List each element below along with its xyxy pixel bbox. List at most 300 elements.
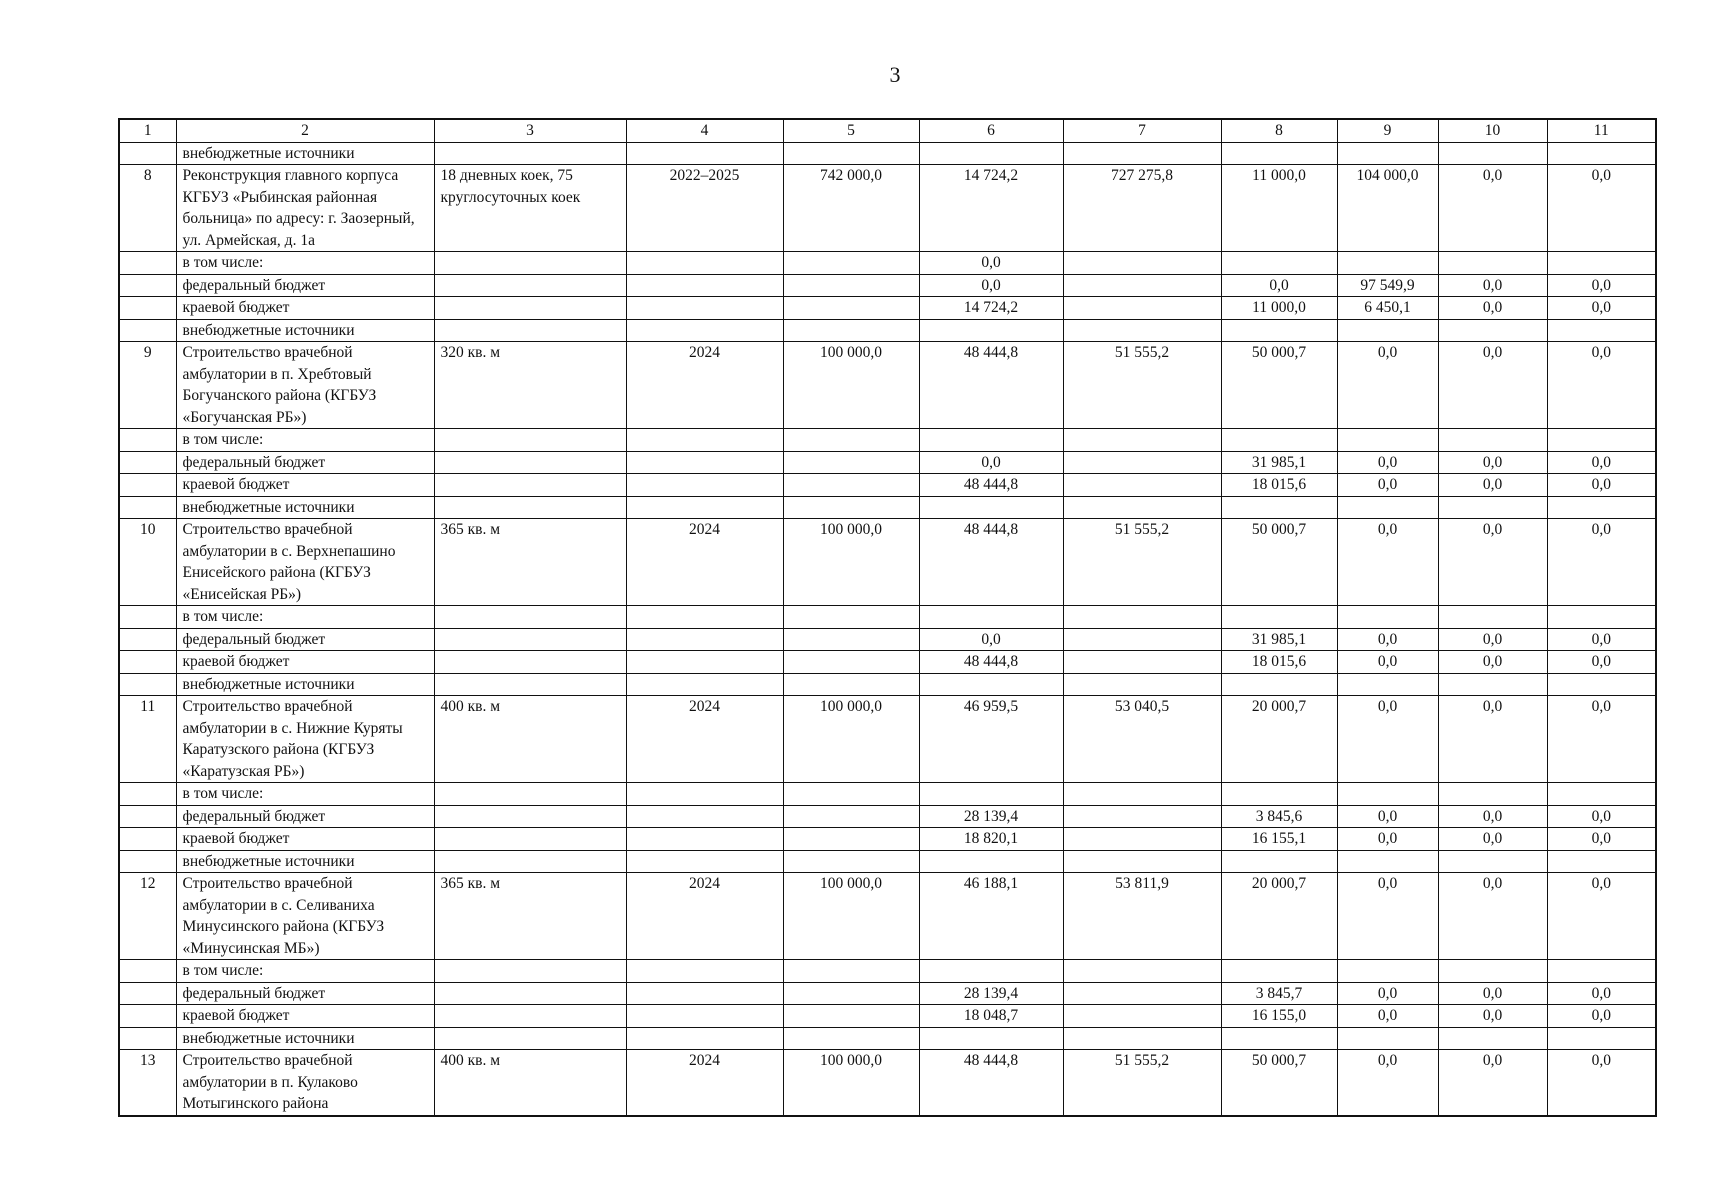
column-number-row [119, 119, 1656, 142]
table-cell-col-6: 48 444,8 [919, 474, 1063, 497]
table-cell-col-4 [626, 1005, 783, 1028]
table-cell-col-4 [626, 628, 783, 651]
table-cell-col-2: Реконструкция главного корпуса КГБУЗ «Рыбинская районная больница» по адресу: г. Заозерный, ул. Армейская, д. 1а [176, 165, 434, 252]
table-cell-col-3 [434, 496, 626, 519]
table-cell-col-4 [626, 142, 783, 165]
table-cell-col-3 [434, 474, 626, 497]
funding-source-row [119, 274, 1656, 297]
table-cell-col-3 [434, 451, 626, 474]
table-cell-col-1 [119, 850, 176, 873]
table-cell-col-5 [783, 628, 919, 651]
table-cell-col-2: краевой бюджет [176, 474, 434, 497]
table-cell-col-11 [1547, 673, 1656, 696]
table-cell-col-1 [119, 252, 176, 275]
table-cell-col-7 [1063, 496, 1221, 519]
funding-source-row [119, 606, 1656, 629]
table-cell-col-10: 0,0 [1438, 165, 1547, 252]
column-number-cell: 5 [783, 119, 919, 142]
table-cell-col-9 [1337, 783, 1438, 806]
table-cell-col-7 [1063, 142, 1221, 165]
table-cell-col-3 [434, 651, 626, 674]
table-cell-col-11 [1547, 142, 1656, 165]
table-cell-col-11: 0,0 [1547, 828, 1656, 851]
table-cell-col-5: 100 000,0 [783, 1050, 919, 1116]
table-cell-col-8: 18 015,6 [1221, 474, 1337, 497]
table-cell-col-5 [783, 805, 919, 828]
table-cell-col-3: 365 кв. м [434, 873, 626, 960]
column-number-cell: 10 [1438, 119, 1547, 142]
table-cell-col-9 [1337, 673, 1438, 696]
table-cell-col-7 [1063, 474, 1221, 497]
table-cell-col-4 [626, 1027, 783, 1050]
table-cell-col-8 [1221, 960, 1337, 983]
table-cell-col-1 [119, 1005, 176, 1028]
table-cell-col-10 [1438, 142, 1547, 165]
table-cell-col-10: 0,0 [1438, 828, 1547, 851]
table-cell-col-6 [919, 960, 1063, 983]
table-cell-col-9 [1337, 429, 1438, 452]
table-cell-col-9 [1337, 606, 1438, 629]
table-cell-col-10: 0,0 [1438, 982, 1547, 1005]
table-cell-col-2: краевой бюджет [176, 651, 434, 674]
table-cell-col-11 [1547, 960, 1656, 983]
table-cell-col-2: федеральный бюджет [176, 982, 434, 1005]
table-cell-col-5 [783, 651, 919, 674]
table-cell-col-3: 400 кв. м [434, 696, 626, 783]
table-cell-col-6 [919, 319, 1063, 342]
table-cell-col-4 [626, 982, 783, 1005]
column-number-cell: 8 [1221, 119, 1337, 142]
project-row [119, 519, 1656, 606]
table-cell-col-4 [626, 496, 783, 519]
table-cell-col-1: 13 [119, 1050, 176, 1116]
table-cell-col-8 [1221, 142, 1337, 165]
table-cell-col-10 [1438, 606, 1547, 629]
table-cell-col-9: 0,0 [1337, 982, 1438, 1005]
page-number: 3 [889, 62, 901, 87]
table-cell-col-7 [1063, 805, 1221, 828]
table-cell-col-6: 48 444,8 [919, 651, 1063, 674]
table-cell-col-8: 16 155,1 [1221, 828, 1337, 851]
table-cell-col-8 [1221, 252, 1337, 275]
table-cell-col-11: 0,0 [1547, 873, 1656, 960]
table-cell-col-9: 0,0 [1337, 474, 1438, 497]
table-cell-col-8 [1221, 673, 1337, 696]
funding-source-row [119, 805, 1656, 828]
table-cell-col-4 [626, 783, 783, 806]
table-cell-col-4 [626, 252, 783, 275]
table-cell-col-7 [1063, 828, 1221, 851]
table-cell-col-10: 0,0 [1438, 651, 1547, 674]
table-cell-col-10 [1438, 319, 1547, 342]
table-cell-col-8: 31 985,1 [1221, 628, 1337, 651]
table-cell-col-2: Строительство врачебной амбулатории в п. Кулаково Мотыгинского района [176, 1050, 434, 1116]
table-cell-col-10: 0,0 [1438, 805, 1547, 828]
funding-source-row [119, 783, 1656, 806]
table-cell-col-2: краевой бюджет [176, 1005, 434, 1028]
table-cell-col-4 [626, 960, 783, 983]
table-cell-col-10: 0,0 [1438, 628, 1547, 651]
table-cell-col-5: 100 000,0 [783, 342, 919, 429]
table-cell-col-3 [434, 252, 626, 275]
table-cell-col-10 [1438, 429, 1547, 452]
table-cell-col-10 [1438, 783, 1547, 806]
table-cell-col-3 [434, 805, 626, 828]
table-cell-col-1 [119, 805, 176, 828]
table-cell-col-1 [119, 274, 176, 297]
table-cell-col-7: 727 275,8 [1063, 165, 1221, 252]
table-cell-col-9: 97 549,9 [1337, 274, 1438, 297]
table-cell-col-8: 18 015,6 [1221, 651, 1337, 674]
table-cell-col-11: 0,0 [1547, 651, 1656, 674]
table-cell-col-1 [119, 496, 176, 519]
table-cell-col-11: 0,0 [1547, 297, 1656, 320]
table-cell-col-8: 50 000,7 [1221, 1050, 1337, 1116]
table-cell-col-10: 0,0 [1438, 873, 1547, 960]
table-cell-col-9: 104 000,0 [1337, 165, 1438, 252]
table-cell-col-9: 0,0 [1337, 628, 1438, 651]
table-cell-col-4: 2024 [626, 873, 783, 960]
funding-source-row [119, 651, 1656, 674]
funding-source-row [119, 252, 1656, 275]
table-cell-col-6: 0,0 [919, 451, 1063, 474]
table-cell-col-6 [919, 429, 1063, 452]
table-cell-col-1 [119, 982, 176, 1005]
project-row [119, 342, 1656, 429]
table-cell-col-8 [1221, 496, 1337, 519]
table-cell-col-6 [919, 850, 1063, 873]
table-cell-col-7 [1063, 319, 1221, 342]
table-cell-col-1 [119, 297, 176, 320]
table-cell-col-3 [434, 1005, 626, 1028]
table-cell-col-6 [919, 142, 1063, 165]
table-cell-col-11 [1547, 606, 1656, 629]
table-cell-col-6 [919, 496, 1063, 519]
table-cell-col-6 [919, 1027, 1063, 1050]
table-cell-col-5 [783, 451, 919, 474]
table-cell-col-11: 0,0 [1547, 274, 1656, 297]
table-cell-col-9: 0,0 [1337, 1005, 1438, 1028]
table-cell-col-5 [783, 828, 919, 851]
table-cell-col-7: 51 555,2 [1063, 342, 1221, 429]
table-cell-col-5 [783, 496, 919, 519]
table-cell-col-11: 0,0 [1547, 519, 1656, 606]
table-cell-col-6 [919, 783, 1063, 806]
table-cell-col-1: 12 [119, 873, 176, 960]
table-cell-col-1 [119, 651, 176, 674]
table-cell-col-3 [434, 982, 626, 1005]
table-cell-col-10: 0,0 [1438, 451, 1547, 474]
funding-source-row [119, 429, 1656, 452]
table-cell-col-2: в том числе: [176, 429, 434, 452]
table-cell-col-7 [1063, 960, 1221, 983]
table-cell-col-11: 0,0 [1547, 696, 1656, 783]
table-cell-col-4: 2024 [626, 519, 783, 606]
table-cell-col-5 [783, 960, 919, 983]
table-cell-col-5 [783, 1027, 919, 1050]
table-cell-col-11 [1547, 783, 1656, 806]
table-cell-col-1 [119, 783, 176, 806]
funding-source-row [119, 1005, 1656, 1028]
table-cell-col-8: 11 000,0 [1221, 165, 1337, 252]
table-cell-col-7 [1063, 252, 1221, 275]
column-number-cell: 11 [1547, 119, 1656, 142]
table-cell-col-5 [783, 606, 919, 629]
table-cell-col-7 [1063, 451, 1221, 474]
funding-source-row [119, 828, 1656, 851]
table-cell-col-11: 0,0 [1547, 1050, 1656, 1116]
table-cell-col-11: 0,0 [1547, 474, 1656, 497]
table-cell-col-6 [919, 606, 1063, 629]
table-cell-col-7 [1063, 628, 1221, 651]
table-cell-col-3 [434, 673, 626, 696]
table-cell-col-9: 0,0 [1337, 696, 1438, 783]
table-cell-col-3 [434, 319, 626, 342]
table-cell-col-3 [434, 429, 626, 452]
table-cell-col-9 [1337, 1027, 1438, 1050]
table-cell-col-8 [1221, 1027, 1337, 1050]
table-cell-col-7: 53 811,9 [1063, 873, 1221, 960]
table-cell-col-8: 50 000,7 [1221, 342, 1337, 429]
table-cell-col-6: 18 820,1 [919, 828, 1063, 851]
table-cell-col-6: 46 959,5 [919, 696, 1063, 783]
table-cell-col-2: федеральный бюджет [176, 628, 434, 651]
table-cell-col-2: федеральный бюджет [176, 805, 434, 828]
column-number-cell: 4 [626, 119, 783, 142]
table-cell-col-10: 0,0 [1438, 1050, 1547, 1116]
table-cell-col-3 [434, 142, 626, 165]
table-cell-col-8 [1221, 783, 1337, 806]
table-cell-col-7 [1063, 297, 1221, 320]
table-cell-col-6: 0,0 [919, 628, 1063, 651]
table-cell-col-11: 0,0 [1547, 982, 1656, 1005]
table-cell-col-7 [1063, 850, 1221, 873]
table-cell-col-3 [434, 1027, 626, 1050]
table-cell-col-10 [1438, 252, 1547, 275]
column-number-cell: 1 [119, 119, 176, 142]
table-cell-col-4: 2024 [626, 1050, 783, 1116]
table-cell-col-2: внебюджетные источники [176, 850, 434, 873]
table-cell-col-1: 10 [119, 519, 176, 606]
table-cell-col-1 [119, 319, 176, 342]
table-cell-col-3 [434, 274, 626, 297]
table-cell-col-7 [1063, 274, 1221, 297]
table-cell-col-11: 0,0 [1547, 165, 1656, 252]
table-cell-col-4 [626, 673, 783, 696]
table-cell-col-11 [1547, 252, 1656, 275]
funding-source-row [119, 850, 1656, 873]
table-cell-col-1 [119, 451, 176, 474]
table-cell-col-3: 18 дневных коек, 75 круглосуточных коек [434, 165, 626, 252]
table-cell-col-3: 400 кв. м [434, 1050, 626, 1116]
funding-source-row [119, 1027, 1656, 1050]
table-cell-col-11 [1547, 1027, 1656, 1050]
table-cell-col-8 [1221, 429, 1337, 452]
table-cell-col-9: 0,0 [1337, 651, 1438, 674]
table-cell-col-9: 0,0 [1337, 873, 1438, 960]
table-cell-col-2: внебюджетные источники [176, 142, 434, 165]
table-cell-col-4: 2024 [626, 342, 783, 429]
table-cell-col-11: 0,0 [1547, 805, 1656, 828]
table-cell-col-11 [1547, 429, 1656, 452]
table-cell-col-8: 11 000,0 [1221, 297, 1337, 320]
table-cell-col-5 [783, 1005, 919, 1028]
table-cell-col-6: 48 444,8 [919, 1050, 1063, 1116]
table-cell-col-11: 0,0 [1547, 1005, 1656, 1028]
table-cell-col-3 [434, 297, 626, 320]
table-cell-col-10: 0,0 [1438, 274, 1547, 297]
column-number-cell: 6 [919, 119, 1063, 142]
table-cell-col-8: 50 000,7 [1221, 519, 1337, 606]
table-cell-col-11: 0,0 [1547, 342, 1656, 429]
table-cell-col-6 [919, 673, 1063, 696]
table-cell-col-8 [1221, 606, 1337, 629]
table-cell-col-2: Строительство врачебной амбулатории в п. Хребтовый Богучанского района (КГБУЗ «Богучанская РБ») [176, 342, 434, 429]
table-cell-col-4 [626, 805, 783, 828]
table-cell-col-7: 51 555,2 [1063, 519, 1221, 606]
table-cell-col-9 [1337, 319, 1438, 342]
table-cell-col-8: 31 985,1 [1221, 451, 1337, 474]
table-cell-col-11: 0,0 [1547, 628, 1656, 651]
table-cell-col-1 [119, 142, 176, 165]
table-cell-col-9 [1337, 850, 1438, 873]
table-cell-col-1 [119, 960, 176, 983]
table-cell-col-4 [626, 451, 783, 474]
table-cell-col-4 [626, 274, 783, 297]
table-cell-col-11 [1547, 319, 1656, 342]
table-cell-col-9: 0,0 [1337, 1050, 1438, 1116]
table-cell-col-7 [1063, 783, 1221, 806]
table-cell-col-9 [1337, 496, 1438, 519]
table-cell-col-2: Строительство врачебной амбулатории в с. Верхнепашино Енисейского района (КГБУЗ «Енисейская РБ») [176, 519, 434, 606]
table-cell-col-10: 0,0 [1438, 474, 1547, 497]
table-cell-col-4 [626, 474, 783, 497]
table-cell-col-3 [434, 628, 626, 651]
table-cell-col-5: 742 000,0 [783, 165, 919, 252]
table-cell-col-8 [1221, 850, 1337, 873]
table-cell-col-5 [783, 252, 919, 275]
table-cell-col-5 [783, 274, 919, 297]
table-cell-col-10: 0,0 [1438, 696, 1547, 783]
table-cell-col-7 [1063, 1005, 1221, 1028]
table-cell-col-6: 48 444,8 [919, 342, 1063, 429]
table-cell-col-8: 0,0 [1221, 274, 1337, 297]
funding-source-row [119, 319, 1656, 342]
table-cell-col-9: 0,0 [1337, 805, 1438, 828]
funding-source-row [119, 673, 1656, 696]
table-cell-col-6: 0,0 [919, 274, 1063, 297]
table-cell-col-8: 3 845,6 [1221, 805, 1337, 828]
table-cell-col-2: в том числе: [176, 960, 434, 983]
column-number-cell: 7 [1063, 119, 1221, 142]
table-cell-col-2: краевой бюджет [176, 297, 434, 320]
table-cell-col-2: в том числе: [176, 606, 434, 629]
table-cell-col-7 [1063, 673, 1221, 696]
table-cell-col-1: 11 [119, 696, 176, 783]
table-cell-col-7 [1063, 429, 1221, 452]
table-cell-col-4 [626, 651, 783, 674]
table-cell-col-9: 0,0 [1337, 342, 1438, 429]
table-cell-col-5: 100 000,0 [783, 696, 919, 783]
table-cell-col-2: краевой бюджет [176, 828, 434, 851]
table-cell-col-9 [1337, 960, 1438, 983]
funding-source-row [119, 496, 1656, 519]
table-cell-col-10: 0,0 [1438, 1005, 1547, 1028]
table-cell-col-10 [1438, 496, 1547, 519]
table-cell-col-3: 365 кв. м [434, 519, 626, 606]
table-cell-col-6: 28 139,4 [919, 982, 1063, 1005]
table-cell-col-2: внебюджетные источники [176, 496, 434, 519]
column-number-cell: 3 [434, 119, 626, 142]
table-cell-col-9 [1337, 142, 1438, 165]
table-cell-col-4 [626, 319, 783, 342]
table-cell-col-5 [783, 850, 919, 873]
table-cell-col-6: 28 139,4 [919, 805, 1063, 828]
investment-table [118, 118, 1657, 1117]
funding-source-row [119, 628, 1656, 651]
table-cell-col-9: 6 450,1 [1337, 297, 1438, 320]
table-cell-col-5 [783, 474, 919, 497]
table-cell-col-7 [1063, 651, 1221, 674]
table-cell-col-6: 14 724,2 [919, 165, 1063, 252]
table-cell-col-2: федеральный бюджет [176, 451, 434, 474]
table-cell-col-5: 100 000,0 [783, 519, 919, 606]
table-cell-col-10 [1438, 673, 1547, 696]
table-cell-col-1 [119, 628, 176, 651]
table-cell-col-7 [1063, 606, 1221, 629]
table-cell-col-1: 9 [119, 342, 176, 429]
table-cell-col-10: 0,0 [1438, 342, 1547, 429]
table-cell-col-4: 2022–2025 [626, 165, 783, 252]
table-cell-col-5 [783, 142, 919, 165]
table-cell-col-6: 18 048,7 [919, 1005, 1063, 1028]
funding-source-row [119, 982, 1656, 1005]
table-cell-col-4 [626, 297, 783, 320]
table-cell-col-2: федеральный бюджет [176, 274, 434, 297]
table-cell-col-4 [626, 850, 783, 873]
table-cell-col-8 [1221, 319, 1337, 342]
table-cell-col-2: Строительство врачебной амбулатории в с. Селиваниха Минусинского района (КГБУЗ «Минусинская МБ») [176, 873, 434, 960]
table-cell-col-2: Строительство врачебной амбулатории в с. Нижние Куряты Каратузского района (КГБУЗ «Каратузская РБ») [176, 696, 434, 783]
table-cell-col-1: 8 [119, 165, 176, 252]
table-cell-col-6: 48 444,8 [919, 519, 1063, 606]
table-cell-col-5 [783, 783, 919, 806]
project-row [119, 1050, 1656, 1116]
funding-source-row [119, 142, 1656, 165]
column-number-cell: 2 [176, 119, 434, 142]
table-cell-col-7: 53 040,5 [1063, 696, 1221, 783]
table-cell-col-2: внебюджетные источники [176, 673, 434, 696]
table-cell-col-1 [119, 429, 176, 452]
table-cell-col-11 [1547, 850, 1656, 873]
funding-source-row [119, 960, 1656, 983]
table-cell-col-5 [783, 982, 919, 1005]
table-cell-col-3 [434, 783, 626, 806]
table-cell-col-3: 320 кв. м [434, 342, 626, 429]
column-number-cell: 9 [1337, 119, 1438, 142]
table-cell-col-11: 0,0 [1547, 451, 1656, 474]
table-cell-col-10: 0,0 [1438, 519, 1547, 606]
table-cell-col-10 [1438, 850, 1547, 873]
table-cell-col-7: 51 555,2 [1063, 1050, 1221, 1116]
project-row [119, 696, 1656, 783]
table-cell-col-8: 20 000,7 [1221, 696, 1337, 783]
table-cell-col-1 [119, 1027, 176, 1050]
table-cell-col-2: в том числе: [176, 252, 434, 275]
table-cell-col-8: 3 845,7 [1221, 982, 1337, 1005]
table-cell-col-1 [119, 606, 176, 629]
table-cell-col-6: 46 188,1 [919, 873, 1063, 960]
